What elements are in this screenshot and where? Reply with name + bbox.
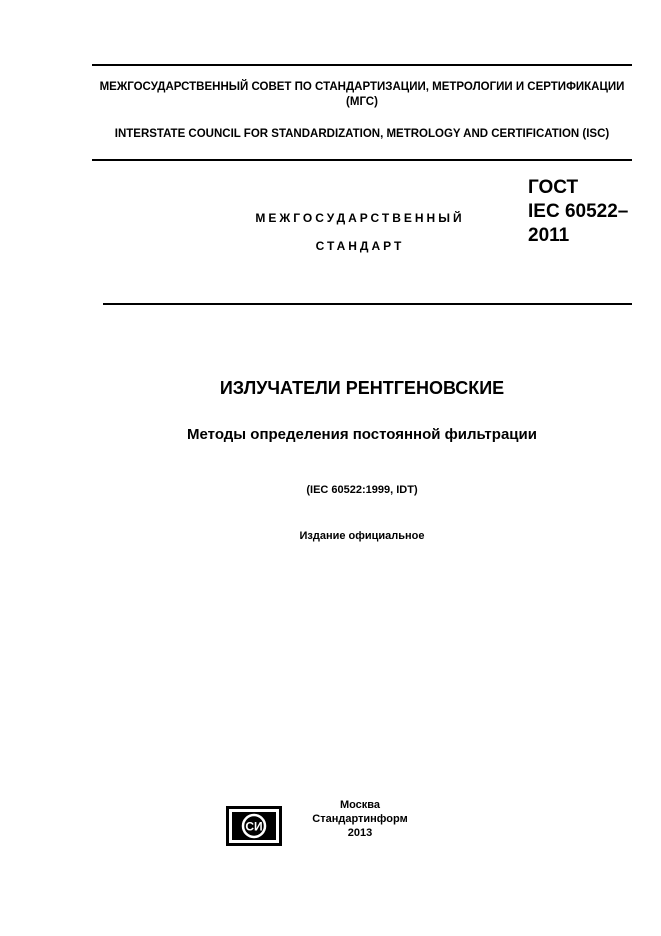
publisher-city: Москва <box>339 799 381 811</box>
svg-text:СИ: СИ <box>245 819 263 834</box>
header-bottom-rule <box>92 159 632 161</box>
top-rule <box>92 64 632 66</box>
council-name-ru: МЕЖГОСУДАРСТВЕННЫЙ СОВЕТ ПО СТАНДАРТИЗАЦИИ, МЕТРОЛОГИИ И СЕРТИФИКАЦИИ (МГС) <box>99 81 625 108</box>
standard-reference: (IEC 60522:1999, IDT) <box>306 484 418 496</box>
gost-year: 2011 <box>528 225 570 246</box>
gost-label: ГОСТ <box>528 177 579 198</box>
publisher-block <box>290 798 430 840</box>
standartinform-logo <box>226 806 282 846</box>
council-name-en: INTERSTATE COUNCIL FOR STANDARDIZATION, METROLOGY AND CERTIFICATION (ISC) <box>114 128 610 140</box>
document-title: ИЗЛУЧАТЕЛИ РЕНТГЕНОВСКИЕ <box>219 378 505 398</box>
publisher-name: Стандартинформ <box>312 813 408 825</box>
standard-type-line2: СТАНДАРТ <box>315 239 405 253</box>
section-rule <box>103 303 632 305</box>
document-subtitle: Методы определения постоянной фильтрации <box>187 426 537 443</box>
gost-designation <box>528 176 628 248</box>
standard-type-line1: МЕЖГОСУДАРСТВЕННЫЙ <box>255 211 465 225</box>
publisher-year: 2013 <box>347 827 373 839</box>
gost-number: IEC 60522– <box>528 201 629 222</box>
edition-label: Издание официальное <box>299 530 425 542</box>
